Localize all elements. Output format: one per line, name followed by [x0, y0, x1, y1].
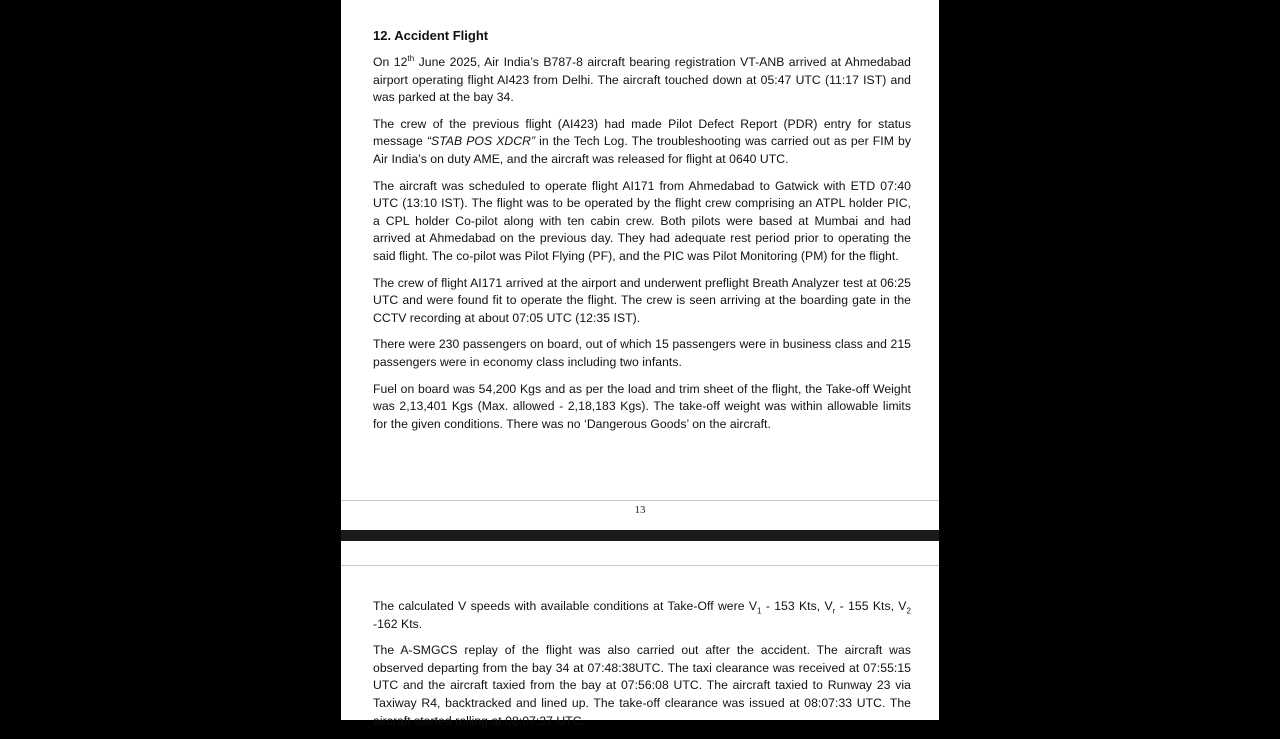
paragraph-fuel: Fuel on board was 54,200 Kgs and as per the load and trim sheet of the flight, the Take-off Weight was 2,13,401 Kgs (Max. allowed - 2,18,183 Kgs). The take-off weight was within allowable limits for the given conditions. There was no ‘Dangerous Goods’ on the aircraft. [373, 381, 911, 431]
subscript: 2 [906, 606, 911, 616]
page-gap [341, 530, 939, 541]
section-heading: 12. Accident Flight [373, 28, 489, 43]
subscript: r [832, 606, 836, 616]
paragraph-passengers: There were 230 passengers on board, out of which 15 passengers were in business class and 215 passengers were in economy class including two infants. [373, 337, 911, 369]
status-message: “STAB POS XDCR” [426, 134, 536, 149]
paragraph-text: - 155 Kts, V [835, 599, 907, 613]
paragraph-text: June 2025, Air India’s B787-8 aircraft bearing registration VT-ANB arrived at Ahmedabad airport operating flight AI423 from Delhi. The aircraft touched down at 05:47 UTC (11:17 IST) and was parked at the bay 34. [373, 55, 911, 105]
paragraph-vspeeds [373, 598, 911, 633]
paragraph-crew: The crew of flight AI171 arrived at the airport and underwent preflight Breath Analyzer test at 06:25 UTC and were found fit to operate the flight. The crew is seen arriving at the boarding gate in the CCTV recording at about 07:05 UTC (12:35 IST). [373, 275, 911, 325]
page-content [373, 27, 911, 442]
page-number: 13 [634, 504, 646, 516]
paragraph-text: - 153 Kts, V [761, 599, 833, 613]
paragraph-text: The crew of the previous flight (AI423) had made Pilot Defect Report (PDR) entry for status message [373, 116, 911, 149]
paragraph-text: The calculated V speeds with available conditions at Take-Off were V [373, 599, 758, 613]
footer-divider [341, 500, 939, 501]
paragraph-pdr [373, 116, 911, 169]
paragraph-asmgcs: The A-SMGCS replay of the flight was also carried out after the accident. The aircraft was observed departing from the bay 34 at 07:48:38UTC. The taxi clearance was received at 07:55:15 UTC and the aircraft taxied from the bay at 07:56:08 UTC. The aircraft taxied to Runway 23 via Taxiway R4, backtracked and lined up. The take-off clearance was issued at 08:07:33 UTC. The aircraft started rolling at 08:07:37 UTC. [373, 643, 911, 728]
paragraph-text: in the Tech Log. The troubleshooting was carried out as per FIM by Air India’s on duty AME, and the aircraft was released for flight at 0640 UTC. [373, 134, 911, 166]
document-page-13 [341, 0, 939, 530]
subscript: 1 [757, 606, 762, 616]
document-page-14 [341, 541, 939, 728]
page-content [373, 598, 911, 739]
ordinal-suffix: th [407, 53, 415, 63]
paragraph-text: -162 Kts. [373, 616, 423, 631]
header-divider [341, 565, 939, 566]
paragraph-text: On 12 [373, 55, 408, 69]
paragraph-arrival [373, 54, 911, 107]
paragraph-schedule: The aircraft was scheduled to operate flight AI171 from Ahmedabad to Gatwick with ETD 07:40 UTC (13:10 IST). The flight was to be operated by the flight crew comprising an ATPL holder PIC, a CPL holder Co-pilot along with ten cabin crew. Both pilots were based at Mumbai and had arrived at Ahmedabad on the previous day. They had adequate rest period prior to operating the said flight. The co-pilot was Pilot Flying (PF), and the PIC was Pilot Monitoring (PM) for the flight. [373, 178, 911, 263]
